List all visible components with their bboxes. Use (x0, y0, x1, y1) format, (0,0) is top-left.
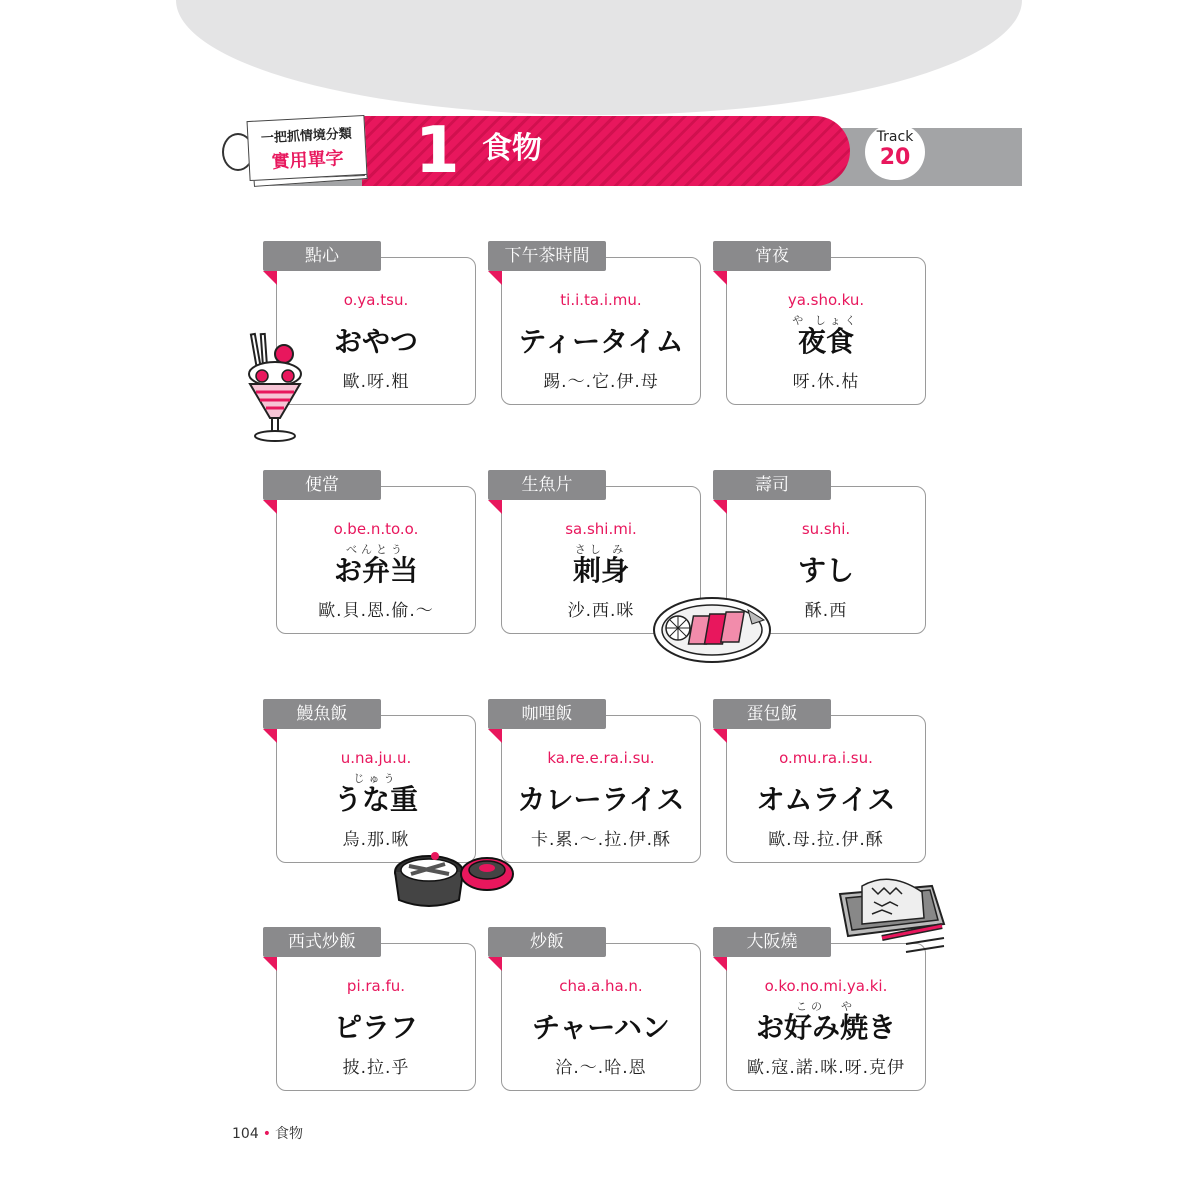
sashimi-plate-illustration (652, 590, 772, 666)
furigana-text: この や (796, 1000, 856, 1013)
japanese-word: 刺身 (572, 554, 629, 587)
tab-fold-decoration (263, 957, 277, 971)
tab-fold-decoration (488, 729, 502, 743)
tab-fold-decoration (263, 729, 277, 743)
romaji-text: ti.i.ta.i.mu. (560, 291, 642, 309)
chinese-pronunciation: 踢.～.它.伊.母 (543, 372, 659, 392)
page-footer (232, 1123, 303, 1143)
japanese-word: チャーハン (532, 1011, 670, 1044)
chinese-pronunciation: 烏.那.啾 (342, 830, 410, 850)
chinese-pronunciation: 歐.母.拉.伊.酥 (768, 830, 884, 850)
card-category-tab: 點心 (263, 241, 381, 271)
card-category-tab: 便當 (263, 470, 381, 500)
track-badge[interactable] (865, 124, 925, 180)
chinese-pronunciation: 酥.西 (804, 601, 848, 621)
tag-title: 實用單字 (271, 148, 345, 173)
japanese-word: お好み焼き (755, 1011, 896, 1044)
card-category-tab: 大阪燒 (713, 927, 831, 957)
tab-fold-decoration (488, 271, 502, 285)
japanese-word: すし (797, 554, 854, 587)
vocab-card (726, 257, 926, 405)
romaji-text: ka.re.e.ra.i.su. (547, 749, 655, 767)
furigana-text: じゅう (353, 772, 399, 785)
vocab-card (276, 943, 476, 1091)
card-category-tab: 咖哩飯 (488, 699, 606, 729)
vocab-card (726, 715, 926, 863)
chinese-pronunciation: 歐.呀.粗 (342, 372, 410, 392)
chinese-pronunciation: 歐.貝.恩.偷.～ (318, 601, 434, 621)
furigana-text: や しょく (792, 314, 860, 327)
vocab-card (501, 715, 701, 863)
tab-fold-decoration (713, 271, 727, 285)
tab-fold-decoration (263, 500, 277, 514)
chinese-pronunciation: 卡.累.～.拉.伊.酥 (530, 830, 672, 850)
card-category-tab: 壽司 (713, 470, 831, 500)
card-category-tab: 蛋包飯 (713, 699, 831, 729)
track-label: Track (876, 129, 914, 145)
vocab-card (276, 715, 476, 863)
card-category-tab: 鰻魚飯 (263, 699, 381, 729)
japanese-word: ティータイム (518, 325, 684, 358)
romaji-text: sa.shi.mi. (565, 520, 637, 538)
card-category-tab: 西式炒飯 (263, 927, 381, 957)
chinese-pronunciation: 歐.寇.諾.咪.呀.克伊 (746, 1058, 906, 1078)
romaji-text: su.shi. (801, 520, 851, 538)
tab-fold-decoration (713, 957, 727, 971)
chapter-title: 食物 (482, 131, 542, 166)
okonomiyaki-plate-illustration (832, 874, 948, 960)
tab-fold-decoration (713, 729, 727, 743)
chinese-pronunciation: 沙.西.咪 (567, 601, 635, 621)
vocab-card (501, 943, 701, 1091)
romaji-text: ya.sho.ku. (787, 291, 865, 309)
tab-fold-decoration (713, 500, 727, 514)
category-tag (247, 115, 368, 181)
romaji-text: u.na.ju.u. (340, 749, 412, 767)
footer-section: 食物 (275, 1126, 303, 1142)
tag-subtitle: 一把抓情境分類 (260, 126, 353, 147)
chinese-pronunciation: 披.拉.乎 (342, 1058, 410, 1078)
footer-bullet-icon: • (262, 1126, 271, 1142)
tab-fold-decoration (263, 271, 277, 285)
vocab-card (276, 486, 476, 634)
page-number: 104 (232, 1126, 259, 1142)
japanese-word: お弁当 (333, 554, 418, 587)
romaji-text: o.be.n.to.o. (333, 520, 419, 538)
chinese-pronunciation: 洽.～.哈.恩 (555, 1058, 647, 1078)
japanese-word: オムライス (756, 783, 896, 816)
card-category-tab: 下午茶時間 (488, 241, 606, 271)
japanese-word: ピラフ (333, 1011, 418, 1044)
card-category-tab: 炒飯 (488, 927, 606, 957)
furigana-text: べんとう (346, 543, 406, 556)
japanese-word: 夜食 (797, 325, 854, 358)
header-arc-decoration (176, 0, 1022, 115)
romaji-text: pi.ra.fu. (346, 977, 406, 995)
card-category-tab: 宵夜 (713, 241, 831, 271)
card-category-tab: 生魚片 (488, 470, 606, 500)
furigana-text: さし み (574, 543, 628, 556)
japanese-word: うな重 (333, 783, 418, 816)
unaju-box-illustration (393, 846, 515, 914)
tab-fold-decoration (488, 500, 502, 514)
track-number: 20 (879, 145, 911, 170)
tab-fold-decoration (488, 957, 502, 971)
romaji-text: o.mu.ra.i.su. (779, 749, 873, 767)
japanese-word: カレーライス (517, 783, 685, 816)
vocab-card (726, 943, 926, 1091)
romaji-text: cha.a.ha.n. (559, 977, 643, 995)
japanese-word: おやつ (333, 325, 418, 358)
chapter-number: 1 (415, 114, 460, 188)
romaji-text: o.ya.tsu. (343, 291, 409, 309)
vocab-card (501, 257, 701, 405)
vocab-card (276, 257, 476, 405)
romaji-text: o.ko.no.mi.ya.ki. (764, 977, 888, 995)
chinese-pronunciation: 呀.休.枯 (792, 372, 860, 392)
parfait-illustration (244, 332, 306, 444)
